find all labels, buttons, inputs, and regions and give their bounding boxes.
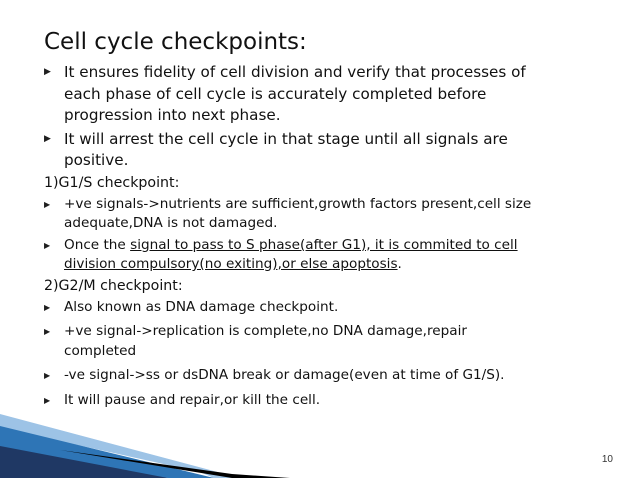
bullet-line: positive. xyxy=(64,151,129,169)
g1s-bullet xyxy=(44,195,614,234)
bullet-line xyxy=(64,255,614,275)
bullet-line: progression into next phase. xyxy=(64,106,281,124)
section-heading-g2m: 2)G2/M checkpoint: xyxy=(44,277,183,294)
g1s-bullet xyxy=(44,236,614,275)
bullet-line: +ve signals->nutrients are sufficient,growth factors present,cell size xyxy=(64,195,532,212)
arrow-right-bullet-icon: ▶ xyxy=(44,302,51,312)
bullet-line: each phase of cell cycle is accurately completed before xyxy=(64,84,487,103)
bullet-line: +ve signal->replication is complete,no DNA damage,repair xyxy=(64,323,467,339)
bullet-line: It will pause and repair,or kill the cell. xyxy=(64,391,321,408)
underlined-text: division compulsory(no exiting),or else apoptosis xyxy=(64,256,398,272)
bullet-text: . xyxy=(397,256,402,272)
g2m-bullet xyxy=(44,298,614,318)
corner-swoosh-decoration xyxy=(0,388,290,478)
bullet-line: -ve signal->ss or dsDNA break or damage(even at time of G1/S). xyxy=(64,367,505,383)
arrow-right-bullet-icon: ▶ xyxy=(44,395,51,405)
arrow-right-bullet-icon: ▶ xyxy=(44,133,51,144)
section-heading-g1s: 1)G1/S checkpoint: xyxy=(44,174,180,191)
underlined-text: signal to pass to S phase(after G1), it is commited to cell xyxy=(130,236,518,253)
intro-bullet xyxy=(44,129,614,172)
intro-bullet xyxy=(44,62,614,127)
bullet-line: adequate,DNA is not damaged. xyxy=(64,215,278,231)
arrow-right-bullet-icon: ▶ xyxy=(44,327,51,336)
arrow-right-bullet-icon: ▶ xyxy=(44,199,51,209)
arrow-right-bullet-icon: ▶ xyxy=(44,67,51,77)
bullet-line: It ensures fidelity of cell division and verify that processes of xyxy=(64,63,526,81)
slide-title: Cell cycle checkpoints: xyxy=(44,29,307,55)
g2m-bullet xyxy=(44,322,614,361)
bullet-line xyxy=(64,236,614,256)
bullet-line: completed xyxy=(64,342,137,359)
bullet-text: Once the xyxy=(64,236,131,253)
page-number: 10 xyxy=(601,454,613,465)
g2m-bullet xyxy=(44,366,614,386)
bullet-line: It will arrest the cell cycle in that stage until all signals are xyxy=(64,129,508,148)
bullet-line: Also known as DNA damage checkpoint. xyxy=(64,298,339,315)
arrow-right-bullet-icon: ▶ xyxy=(44,240,51,250)
slide-content xyxy=(44,62,614,410)
arrow-right-bullet-icon: ▶ xyxy=(44,371,51,380)
